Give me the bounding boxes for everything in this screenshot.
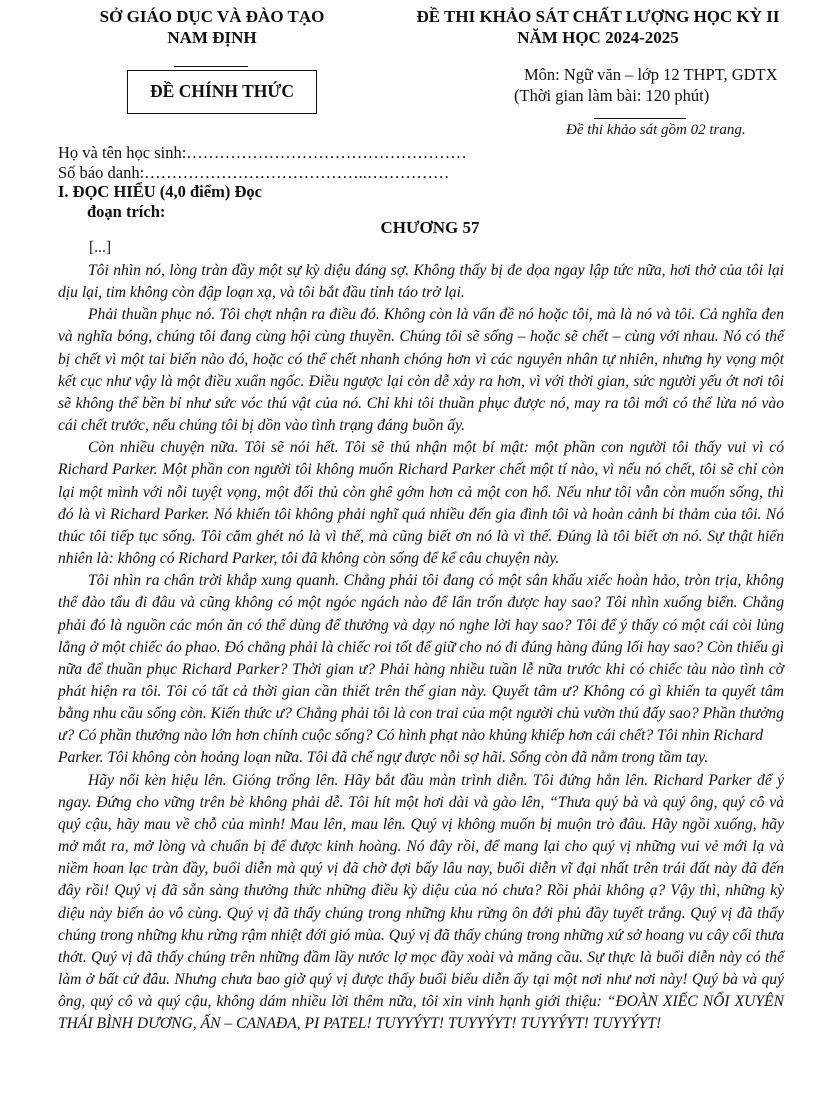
header-left-rule <box>174 66 248 67</box>
excerpt-ellipsis: [...] <box>89 239 112 256</box>
student-id-field: Số báo danh:…………………………………..…………… <box>58 163 450 182</box>
paragraph: Tôi nhìn nó, lòng tràn đầy một sự kỳ diệu đáng sợ. Không thấy bị đe dọa ngay lập tức nữa, hơi thở của tôi lại dịu lại, tim không còn đập loạn xạ, và tôi bắt đầu tỉnh táo trở lại. <box>58 262 784 302</box>
school-year: NĂM HỌC 2024-2025 <box>517 28 679 47</box>
official-label: ĐỀ CHÍNH THỨC <box>150 81 294 101</box>
section-heading-lead: Đọc <box>230 182 262 201</box>
section-heading-title: I. ĐỌC HIỂU (4,0 điểm) <box>58 182 231 201</box>
section-heading <box>58 182 262 202</box>
pages-note: Đề thi khảo sát gồm 02 trang. <box>566 122 746 138</box>
chapter-title: CHƯƠNG 57 <box>380 218 480 237</box>
header-right-rule <box>594 118 686 119</box>
exam-title: ĐỀ THI KHẢO SÁT CHẤT LƯỢNG HỌC KỲ II <box>416 7 780 26</box>
paragraph: Hãy nổi kèn hiệu lên. Gióng trống lên. Hãy bắt đầu màn trình diễn. Tôi đứng hẳn lên. Richard Parker để ý ngay. Đứng cho vững trên bè không phải dễ. Tôi hít một hơi dài và gào lên, “Thưa quý bà và quý ông, quý cô và quý cậu, hãy mau về chỗ của mình! Mau lên, mau lên. Quý vị không muốn bị muộn trò đâu. Hãy ngồi xuống, hãy mở mắt ra, mở lòng và chuẩn bị để được kinh hoàng. Nó đây rồi, để mang lại cho quý vị những vui vẻ mới lạ và niềm hoan lạc tràn đầy, buổi diễn mà quý vị đã chờ đợi bấy lâu nay, buổi diễn vĩ đại nhất trên trái đất này đã đến đây rồi! Quý vị đã sẵn sàng thưởng thức những điều kỳ diệu của nó chưa? Rồi phải không ạ? Vậy thì, những kỳ diệu này biến ảo vô cùng. Quý vị đã thấy chúng trong những khu rừng ôn đới phủ đầy tuyết trắng. Quý vị đã thấy chúng trong những khu rừng rậm nhiệt đới gió mùa. Quý vị đã thấy chúng trong những xứ sở hoang vu cây cối thưa thớt. Quý vị đã thấy chúng trên những đầm lầy nước lợ mọc đầy xoài và măng cầu. Sự thực là buổi diễn này có thể làm ở bất cứ đâu. Nhưng chưa bao giờ quý vị được thấy buổi biểu diễn ấy tại một nơi như nơi này! Quý bà và quý ông, quý cô và quý cậu, không dám nhiều lời thêm nữa, tôi xin vinh hạnh giới thiệu: “ĐOÀN XIẾC NỔI XUYÊN THÁI BÌNH DƯƠNG, ẤN – CANAĐA, PI PATEL! TUYYÝYT! TUYYÝYT! TUYYÝYT! TUYYÝYT! <box>58 771 784 1033</box>
duration-line: (Thời gian làm bài: 120 phút) <box>514 86 710 105</box>
section-lead-line2: đoạn trích: <box>87 202 166 221</box>
subject-line: Môn: Ngữ văn – lớp 12 THPT, GDTX <box>524 65 778 84</box>
excerpt-body <box>58 260 784 1035</box>
paragraph: Phải thuần phục nó. Tôi chợt nhận ra điều đó. Không còn là vấn đề nó hoặc tôi, mà là nó và tôi. Cả nghĩa đen và nghĩa bóng, chúng tôi đang cùng hội cùng thuyền. Chúng tôi sẽ sống – hoặc sẽ chết – cùng với nhau. Nó có thể bị chết vì một tai biến nào đó, hoặc có thể chết nhanh chóng hơn vì các nguyên nhân tự nhiên, nhưng hy vọng một kết cục như vậy là một điều xuẩn ngốc. Điều ngược lại còn dễ xảy ra hơn, vì với thời gian, sức người yếu ớt nơi tôi sẽ không thể bền bỉ như sức vóc thú vật của nó. Chỉ khi tôi thuần phục được nó, may ra tôi mới có thể lừa nó vào cái chết trước, nếu chúng tôi bị dồn vào tình trạng đáng buồn ấy. <box>58 306 784 435</box>
paragraph: Tôi nhìn ra chân trời khắp xung quanh. Chẳng phải tôi đang có một sân khấu xiếc hoàn hảo, tròn trịa, không thể đào tẩu đi đâu và cũng không có một ngóc ngách nào để lẩn trốn được hay sao? Tôi nhìn xuống biển. Chẳng phải đó là nguồn các món ăn có thể dùng để thưởng và dạy nó nghe lời hay sao? Tôi để ý thấy có một cái còi lủng lẳng ở một chiếc áo phao. Đó chẳng phải là chiếc roi tốt để giữ cho nó đi đúng hàng đúng lối hay sao? Còn thiếu gì nữa để thuần phục Richard Parker? Thời gian ư? Phải hàng nhiều tuần lễ nữa trước khi có chiếc tàu nào tình cờ phát hiện ra tôi. Tôi có tất cả thời gian cần thiết trên thế gian này. Quyết tâm ư? Không có gì khiến ta quyết tâm bằng nhu cầu sống còn. Kiến thức ư? Chẳng phải tôi là con trai của một người chủ vườn thú đấy sao? Phần thưởng ư? Có phần thưởng nào lớn hơn chính cuộc sống? Có hình phạt nào khủng khiếp hơn cái chết? Tôi nhìn Richard <box>58 572 784 745</box>
department-name: SỞ GIÁO DỤC VÀ ĐÀO TẠO <box>99 7 325 26</box>
province-name: NAM ĐỊNH <box>167 28 257 47</box>
student-name-field: Họ và tên học sinh:…………………………………………… <box>58 143 467 162</box>
paragraph: Còn nhiều chuyện nữa. Tôi sẽ nói hết. Tôi sẽ thú nhận một bí mật: một phần con người tôi thấy vui vì có Richard Parker. Một phần con người tôi không muốn Richard Parker chết một tí nào, vì nếu nó chết, tôi sẽ chỉ còn lại một mình với nỗi tuyệt vọng, một đối thủ còn ghê gớm hơn cả một con hổ. Nếu như tôi vẫn còn muốn sống, thì đó là vì Richard Parker. Nó khiến tôi không phải nghĩ quá nhiều đến gia đình tôi và hoàn cảnh bi thảm của tôi. Nó thúc tôi tiếp tục sống. Tôi căm ghét nó là vì thế, mà cũng biết ơn nó là vì thế. Đúng là tôi biết ơn nó. Sự thật hiển nhiên là: không có Richard Parker, tôi đã không còn sống để kể câu chuyện này. <box>58 439 784 568</box>
paragraph: Parker. Tôi không còn hoảng loạn nữa. Tôi đã chế ngự được nỗi sợ hãi. Sống còn đã nằm trong tầm tay. <box>58 749 709 767</box>
